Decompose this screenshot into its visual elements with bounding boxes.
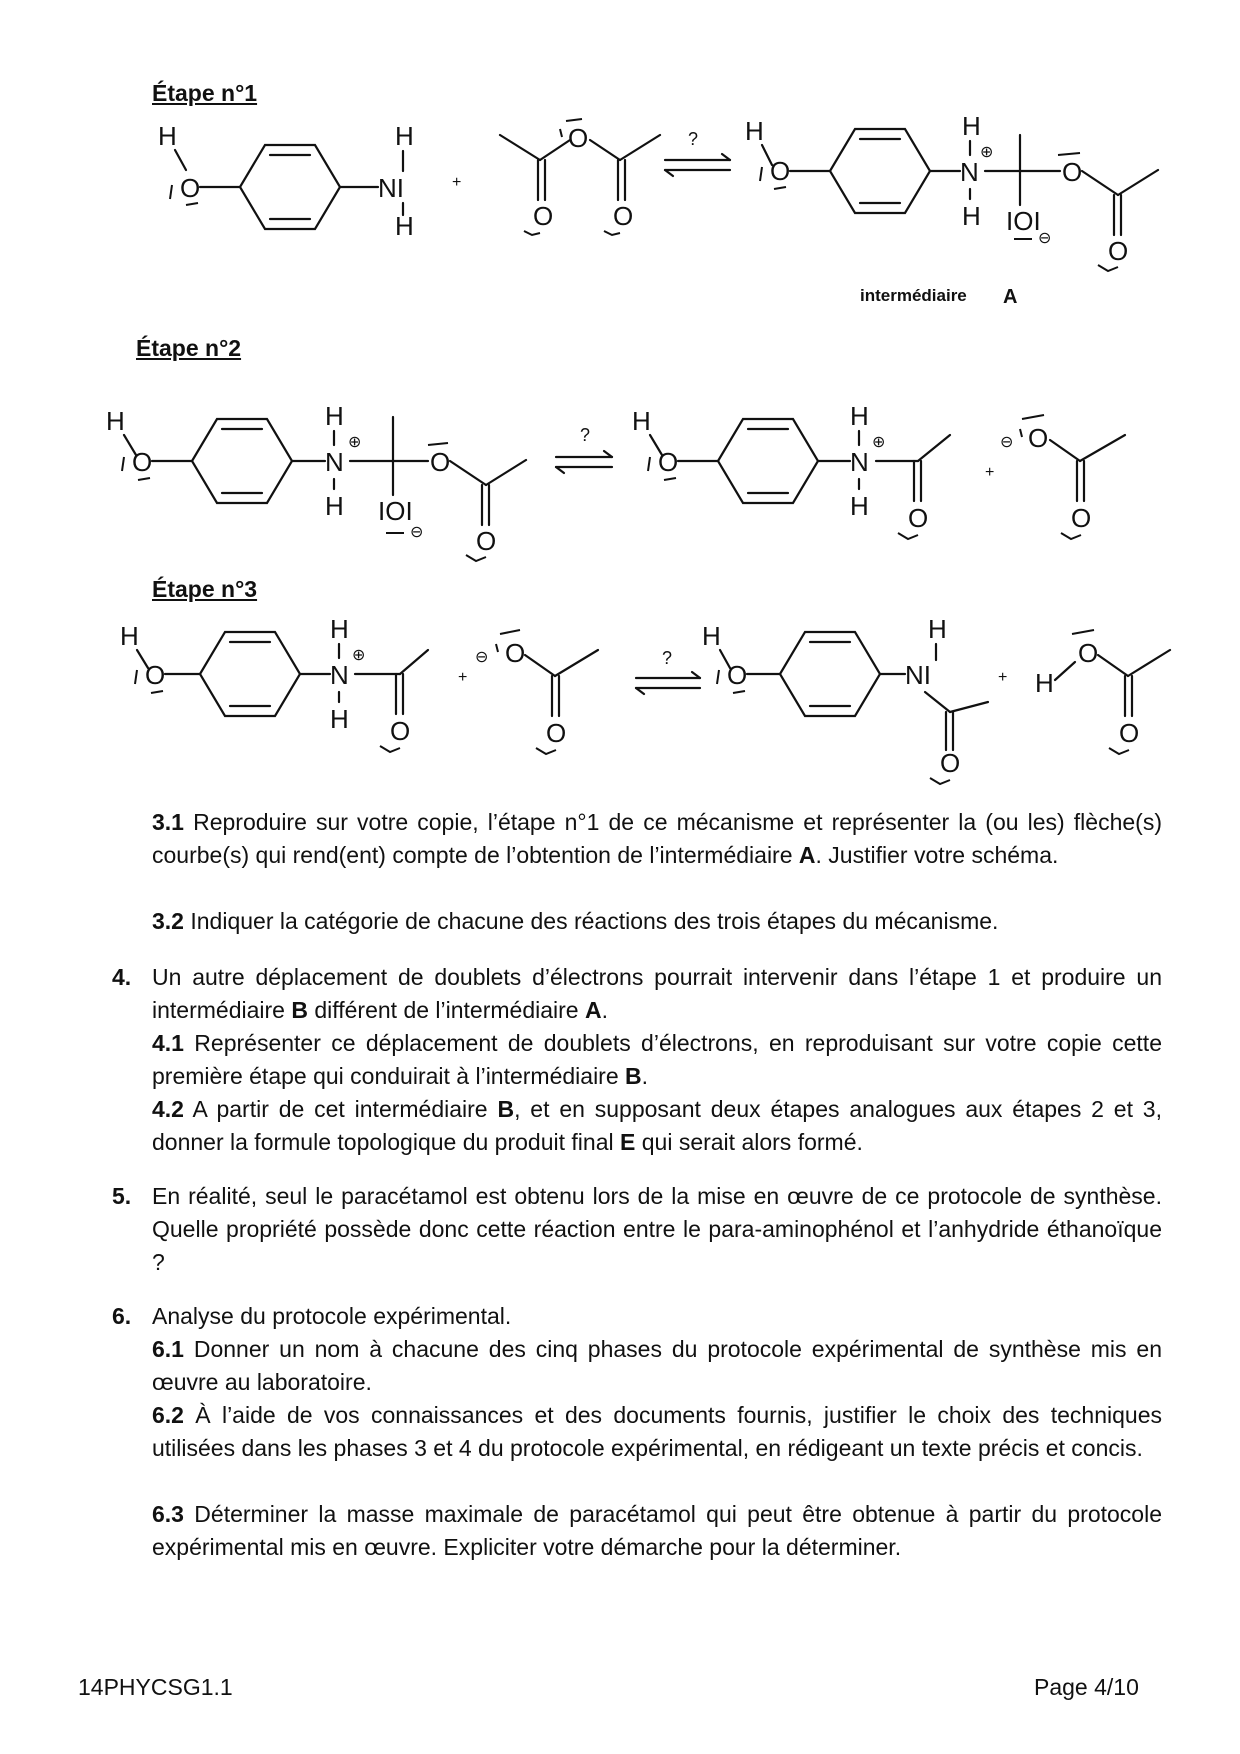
equilibrium-arrow (556, 425, 612, 473)
footer-page-number: Page 4/10 (1034, 1674, 1139, 1700)
atom-h: H (745, 116, 764, 146)
step3-heading: Étape n°3 (152, 576, 258, 602)
atom-h: H (106, 406, 125, 436)
step1-anhydride (500, 119, 660, 235)
atom-o: O (132, 447, 153, 477)
atom-h: H (158, 121, 177, 151)
atom-o: IOI (1006, 206, 1041, 236)
atom-h: H (395, 211, 414, 241)
atom-o: O (476, 526, 497, 556)
question-4-1: 4.1 Représenter ce déplacement de doublets d’électrons, en reproduisant sur votre copie cette première étape qui conduirait à l’intermédiaire B. (152, 1030, 1162, 1089)
plus-sign: + (998, 669, 1008, 686)
atom-o: O (770, 156, 791, 186)
footer-code: 14PHYCSG1.1 (78, 1674, 233, 1700)
equilibrium-arrow (636, 648, 700, 694)
step3-scheme (0, 614, 1240, 785)
atom-n: N (960, 157, 979, 187)
atom-o: O (1108, 236, 1129, 266)
atom-h: H (962, 201, 981, 231)
atom-o: O (546, 718, 567, 748)
step1-heading: Étape n°1 (152, 80, 258, 106)
intermediate-letter: A (1003, 286, 1018, 308)
atom-o: O (1078, 638, 1099, 668)
atom-o: O (1062, 157, 1083, 187)
question-3-1: 3.1 Reproduire sur votre copie, l’étape n°1 de ce mécanisme et représenter la (ou les) flèche(s) courbe(s) qui rend(ent) compte de l’obtention de l’intermédiaire A. Justifier votre schéma. (152, 809, 1162, 868)
question-4: Un autre déplacement de doublets d’électrons pourrait intervenir dans l’étape 1 et produire un intermédiaire B différent de l’intermédiaire A. (152, 964, 1162, 1023)
anion-charge: ⊖ (410, 524, 424, 541)
atom-h: H (962, 111, 981, 141)
atom-o: O (940, 748, 961, 778)
atom-n: N (330, 660, 349, 690)
atom-h: H (330, 614, 349, 644)
atom-o: O (613, 201, 634, 231)
question-6-3: 6.3 Déterminer la masse maximale de paracétamol qui peut être obtenue à partir du protocole expérimental mis en œuvre. Expliciter votre démarche pour la déterminer. (152, 1501, 1162, 1560)
atom-n: NI (378, 173, 404, 203)
cation-charge: ⊕ (352, 647, 366, 664)
step3-protonated-amide (120, 614, 428, 752)
step3-acetic-acid (1035, 630, 1170, 754)
step2-intermediate-a (106, 401, 526, 561)
step3-paracetamol (702, 614, 988, 784)
cation-charge: ⊕ (872, 434, 886, 451)
step2-heading: Étape n°2 (136, 335, 242, 361)
atom-h: H (325, 401, 344, 431)
question-mark: ? (688, 129, 699, 149)
atom-h: H (330, 704, 349, 734)
plus-sign: + (985, 464, 995, 481)
question-6: Analyse du protocole expérimental. (152, 1303, 512, 1329)
atom-o: O (658, 447, 679, 477)
atom-n: N (850, 447, 869, 477)
intermediate-label: intermédiaire (860, 286, 967, 305)
atom-o: IOI (378, 496, 413, 526)
question-6-2: 6.2 À l’aide de vos connaissances et des documents fournis, justifier le choix des techniques utilisées dans les phases 3 et 4 du protocole expérimental, en rédigeant un texte précis et concis. (152, 1402, 1162, 1461)
atom-o: O (1028, 423, 1049, 453)
cation-charge: ⊕ (348, 434, 362, 451)
step1-scheme (0, 111, 1240, 315)
atom-o: O (430, 447, 451, 477)
anion-charge: ⊖ (1000, 434, 1014, 451)
step2-scheme (0, 401, 1240, 565)
step2-protonated-amide (632, 401, 950, 539)
step3-acetate (475, 630, 598, 754)
atom-o: O (1119, 718, 1140, 748)
anion-charge: ⊖ (1038, 230, 1052, 247)
atom-h: H (325, 491, 344, 521)
atom-n: N (325, 447, 344, 477)
question-mark: ? (662, 648, 673, 668)
anion-charge: ⊖ (475, 649, 489, 666)
step2-acetate (1000, 415, 1125, 539)
atom-o: O (568, 123, 589, 153)
atom-h: H (850, 491, 869, 521)
atom-o: O (505, 638, 526, 668)
question-5-number: 5. (112, 1183, 132, 1209)
atom-n: NI (905, 660, 931, 690)
intermediate-a (745, 111, 1158, 308)
atom-o: O (145, 660, 166, 690)
question-5: En réalité, seul le paracétamol est obtenu lors de la mise en œuvre de ce protocole de synthèse. Quelle propriété possède donc cette réaction entre le para-aminophénol et l’anhydride éthanoïque ? (152, 1183, 1162, 1275)
atom-h: H (850, 401, 869, 431)
atom-h: H (928, 614, 947, 644)
plus-sign: + (452, 174, 462, 191)
atom-o: O (1071, 503, 1092, 533)
question-3-2: 3.2 Indiquer la catégorie de chacune des réactions des trois étapes du mécanisme. (152, 908, 999, 934)
cation-charge: ⊕ (980, 144, 994, 161)
question-mark: ? (580, 425, 591, 445)
equilibrium-arrow (665, 129, 730, 176)
question-4-2: 4.2 A partir de cet intermédiaire B, et en supposant deux étapes analogues aux étapes 2 et 3, donner la formule topologique du produit final E qui serait alors formé. (152, 1096, 1162, 1155)
plus-sign: + (458, 669, 468, 686)
atom-h: H (1035, 668, 1054, 698)
atom-o: O (390, 716, 411, 746)
question-4-number: 4. (112, 964, 132, 990)
atom-h: H (395, 121, 414, 151)
question-6-number: 6. (112, 1303, 132, 1329)
atom-o: O (533, 201, 554, 231)
atom-h: H (632, 406, 651, 436)
question-6-1: 6.1 Donner un nom à chacune des cinq phases du protocole expérimental de synthèse mis en œuvre au laboratoire. (152, 1336, 1162, 1395)
atom-o: O (180, 173, 201, 203)
atom-h: H (120, 621, 139, 651)
atom-h: H (702, 621, 721, 651)
atom-o: O (908, 503, 929, 533)
atom-o: O (727, 660, 748, 690)
step1-aminophenol (158, 121, 414, 241)
